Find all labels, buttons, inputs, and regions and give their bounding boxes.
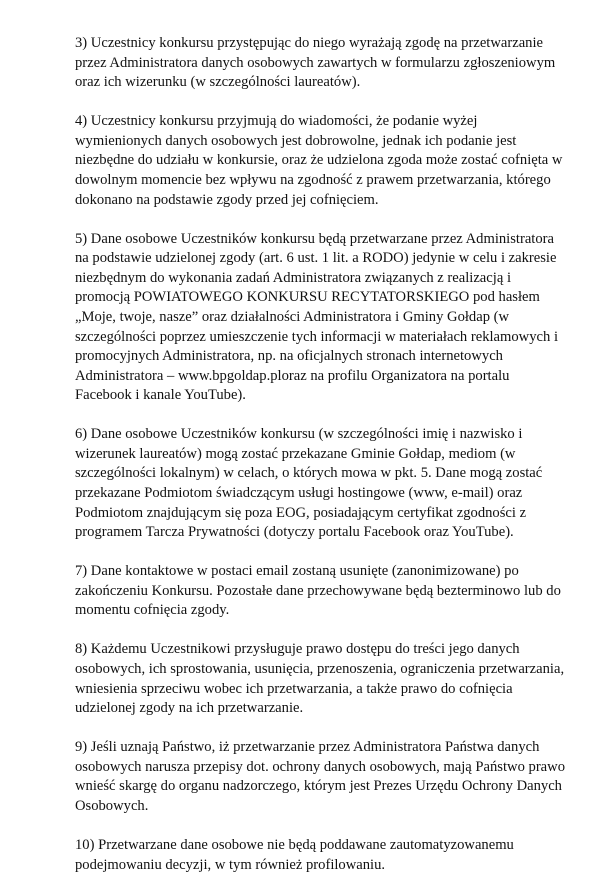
paragraph-voluntary-data: 4) Uczestnicy konkursu przyjmują do wiadomości, że podanie wyżej wymienionych danych osobowych jest dobrowolne, jednak ich podanie jest niezbędne do udziału w konkursie, oraz że udzielona zgoda może zostać cofnięta w dowolnym momencie bez wpływu na zgodność z prawem przetwarzania, którego dokonano na podstawie zgody przed jej cofnięciem. [75,113,563,208]
paragraph-consent-processing: 3) Uczestnicy konkursu przystępując do niego wyrażają zgodę na przetwarzanie przez Administratora danych osobowych zawartych w formularzu zgłoszeniowym oraz ich wizerunku (w szczególności laureatów). [75,35,556,91]
document-page [75,34,565,875]
paragraph-participant-rights: 8) Każdemu Uczestnikowi przysługuje prawo dostępu do treści jego danych osobowych, ich sprostowania, usunięcia, przenoszenia, ograniczenia przetwarzania, wniesienia sprzeciwu wobec ich przetwarzania, a także prawo do cofnięcia udzielonej zgody na ich przetwarzanie. [75,641,565,717]
paragraph-data-transfer: 6) Dane osobowe Uczestników konkursu (w szczególności imię i nazwisko i wizerunek laureatów) mogą zostać przekazane Gminie Gołdap, mediom (w szczególności lokalnym) w celach, o których mowa w pkt. 5. Dane mogą zostać przekazane Podmiotom świadczącym usługi hostingowe (www, e-mail) oraz Podmiotom znajdującym się poza EOG, posiadającym certyfikat zgodności z programem Tarcza Prywatności (dotyczy portalu Facebook oraz YouTube). [75,426,543,541]
paragraph-automated-decisions: 10) Przetwarzane dane osobowe nie będą poddawane zautomatyzowanemu podejmowaniu decyzji, w tym również profilowaniu. [75,836,514,873]
paragraph-data-retention: 7) Dane kontaktowe w postaci email zostaną usunięte (zanonimizowane) po zakończeniu Konkursu. Pozostałe dane przechowywane będą bezterminowo lub do momentu cofnięcia zgody. [75,563,561,619]
paragraph-processing-purpose: 5) Dane osobowe Uczestników konkursu będą przetwarzane przez Administratora na podstawie udzielonej zgody (art. 6 ust. 1 lit. a RODO) jedynie w celu i zakresie niezbędnym do wykonania zadań Administratora związanych z realizacją i promocją POWIATOWEGO KONKURSU RECYTATORSKIEGO pod hasłem „Moje, twoje, nasze” oraz działalności Administratora i Gminy Gołdap (w szczególności poprzez umieszczenie tych informacji w materiałach reklamowych i promocyjnych Administratora, np. na oficjalnych stronach internetowych Administratora – www.bpgoldap.ploraz na profilu Organizatora na portalu Facebook i kanale YouTube). [75,230,558,404]
paragraph-complaint-right: 9) Jeśli uznają Państwo, iż przetwarzanie przez Administratora Państwa danych osobowych narusza przepisy dot. ochrony danych osobowych, mają Państwo prawo wnieść skargę do organu nadzorczego, którym jest Prezes Urzędu Ochrony Danych Osobowych. [75,739,565,814]
